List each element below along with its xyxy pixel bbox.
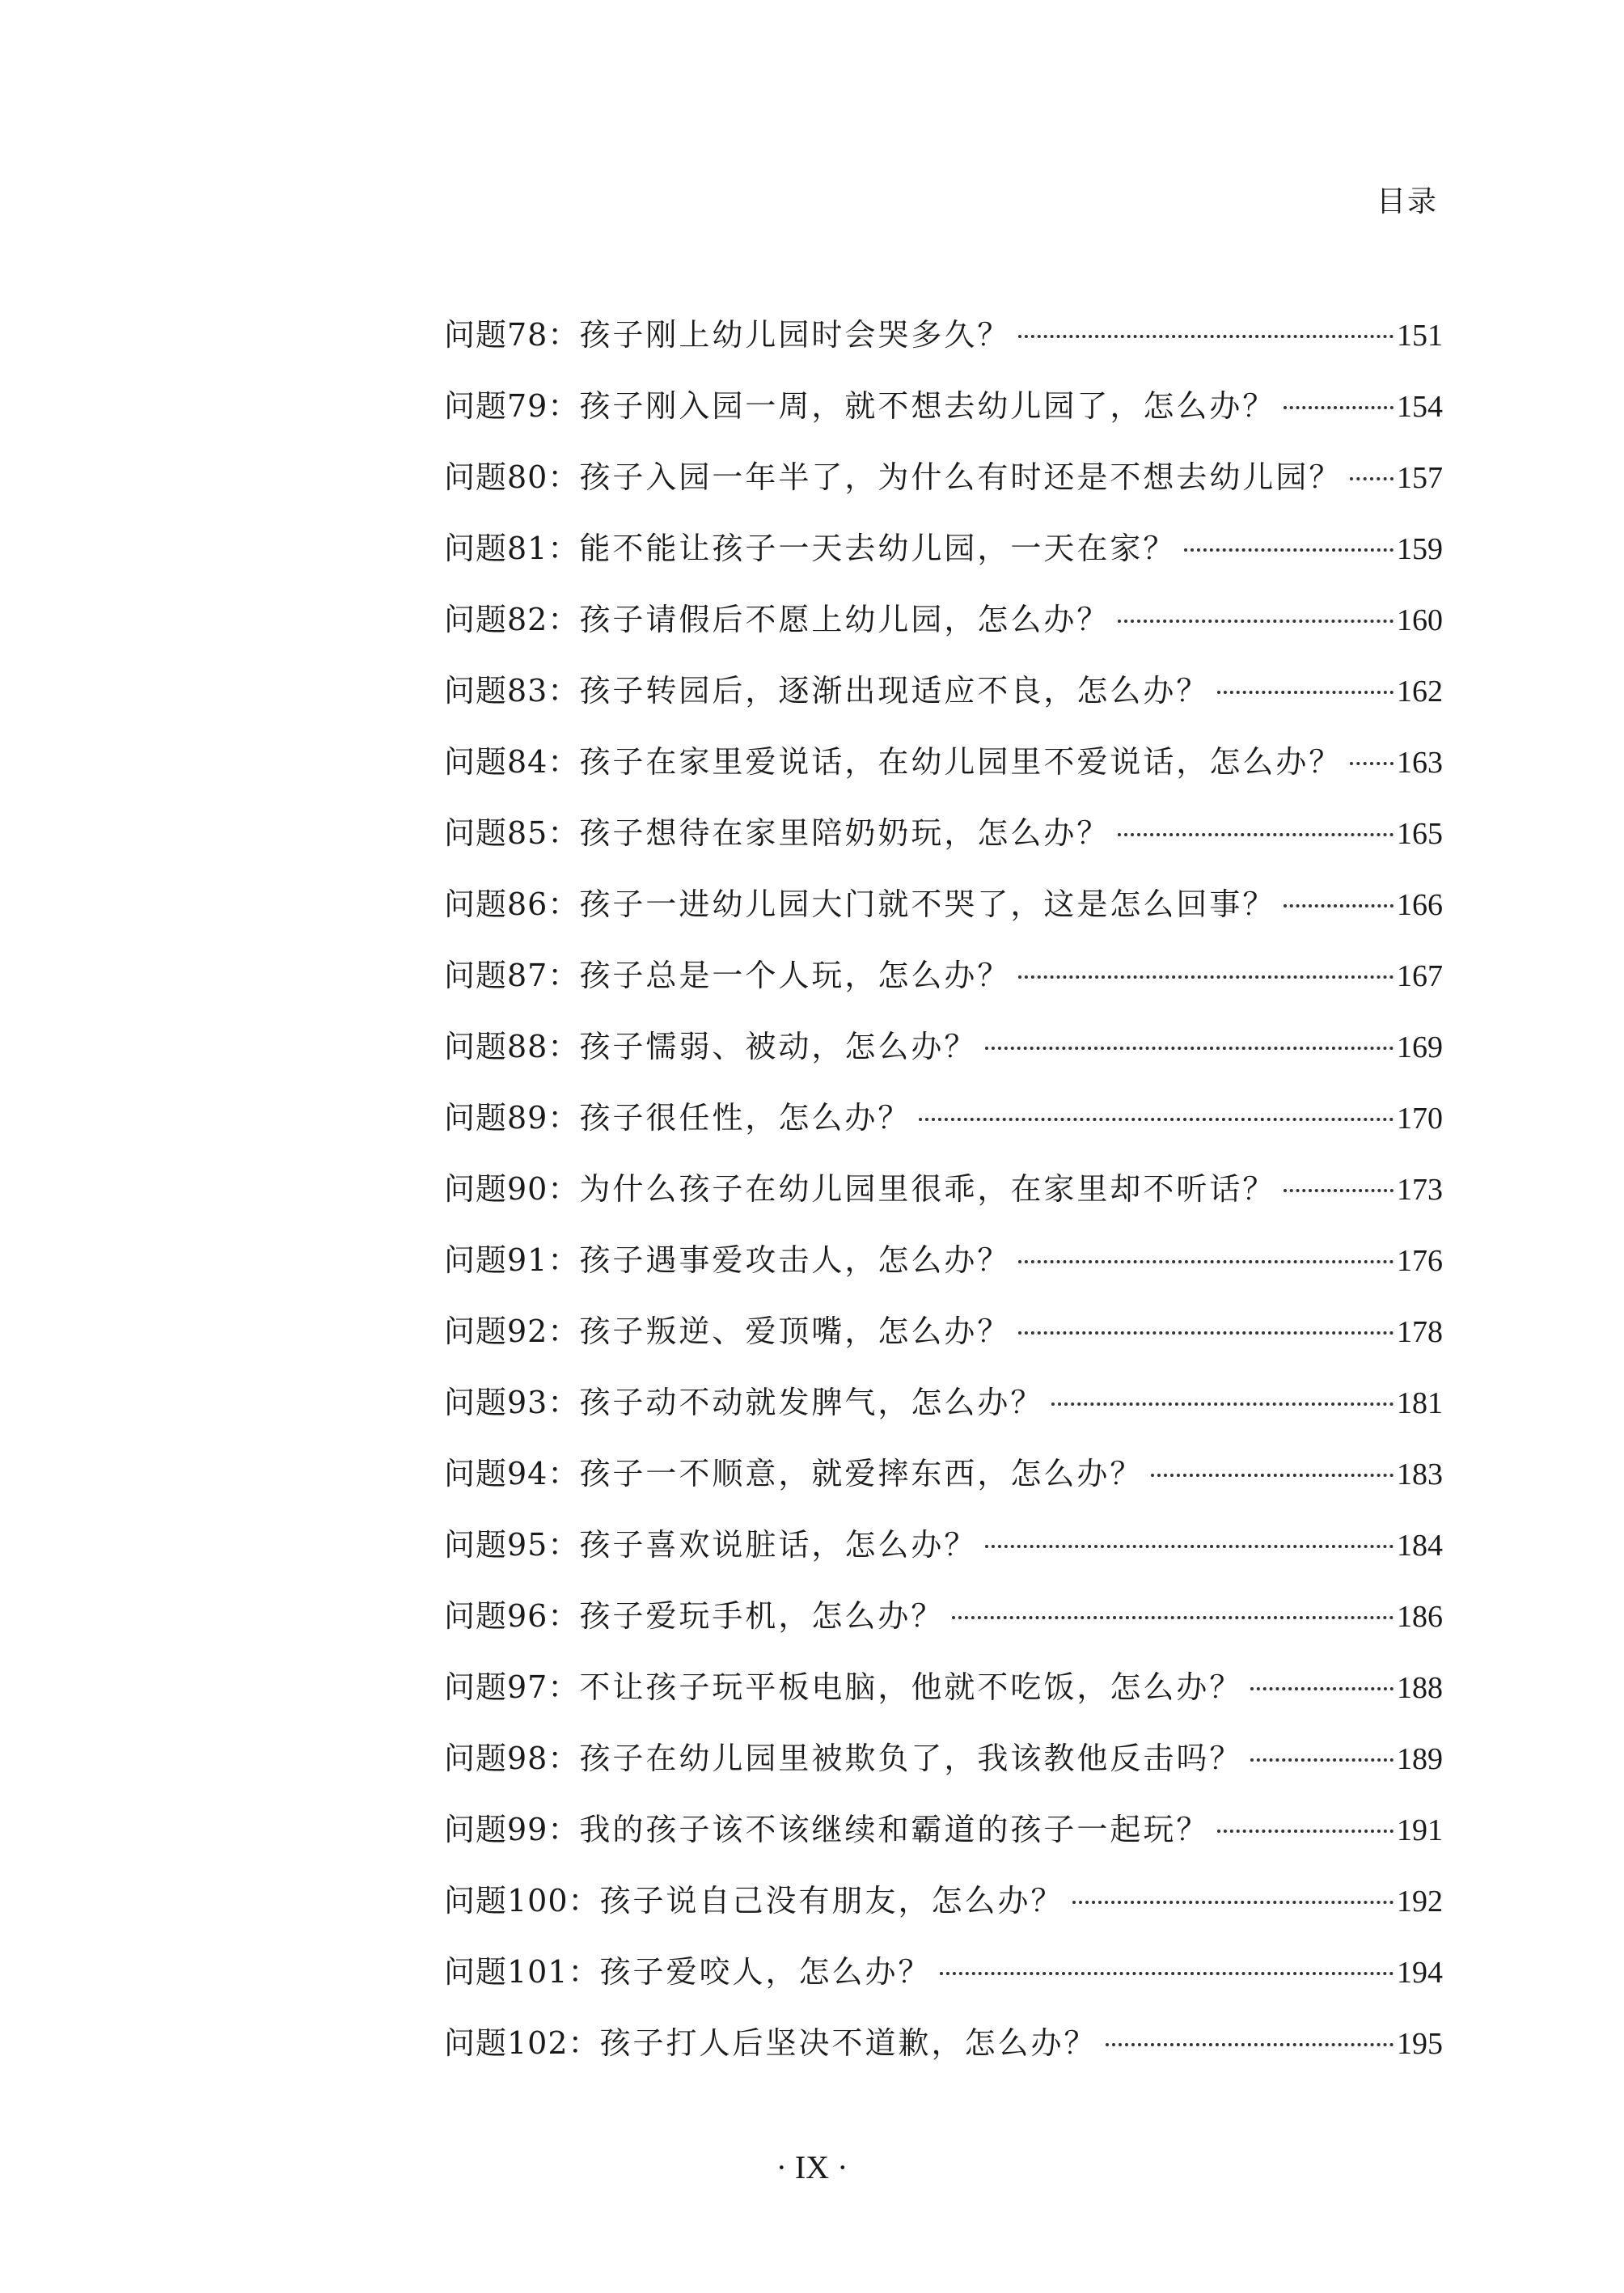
toc-entry[interactable] [444,1458,1443,1529]
toc-entry-page: 165 [1397,817,1443,851]
toc-entry[interactable] [444,744,1443,818]
toc-dot-leader [985,1047,1394,1050]
toc-entry[interactable] [444,1743,1443,1814]
toc-entry-title: 孩子在幼儿园里被欺负了，我该教他反击吗？ [579,1741,1243,1776]
toc-dot-leader [940,1972,1394,1975]
toc-entry-number: 问题99： [444,1812,580,1847]
toc-dot-leader [1217,1830,1394,1833]
toc-entry[interactable] [444,533,1443,604]
toc-entry-number: 问题85： [444,815,580,851]
toc-entry[interactable] [444,1598,1443,1672]
toc-entry-title: 孩子动不动就发脾气，怎么办？ [579,1385,1044,1420]
toc-entry-number: 问题101： [444,1954,600,1990]
toc-entry-number: 问题102： [444,2025,600,2061]
toc-entry-title: 孩子叛逆、爱顶嘴，怎么办？ [579,1314,1011,1349]
toc-dot-leader [1284,1189,1394,1192]
toc-entry-page: 170 [1397,1102,1443,1136]
toc-dot-leader [1072,1901,1394,1904]
toc-dot-leader [1118,620,1394,623]
toc-dot-leader [1350,762,1394,765]
toc-dot-leader [985,1545,1394,1548]
toc-entry-title: 不让孩子玩平板电脑，他就不吃饭，怎么办？ [579,1669,1243,1705]
toc-dot-leader [1284,904,1394,907]
toc-entry-title: 孩子喜欢说脏话，怎么办？ [579,1527,978,1563]
toc-entry[interactable] [444,675,1443,747]
toc-entry-title: 孩子很任性，怎么办？ [579,1100,911,1136]
toc-entry-page: 189 [1397,1742,1443,1776]
toc-dot-leader [1217,691,1394,694]
toc-entry[interactable] [444,2025,1443,2099]
toc-entry[interactable] [444,1529,1443,1601]
toc-entry-page: 159 [1397,532,1443,566]
toc-entry-page: 166 [1397,888,1443,922]
toc-dot-leader [952,1616,1394,1619]
toc-entry[interactable] [444,1031,1443,1102]
toc-entry[interactable] [444,1316,1443,1387]
toc-entry[interactable] [444,604,1443,675]
toc-entry-number: 问题97： [444,1669,580,1705]
toc-entry-title: 孩子在家里爱说话，在幼儿园里不爱说话，怎么办？ [579,744,1343,780]
toc-entry-title: 孩子说自己没有朋友，怎么办？ [599,1883,1064,1919]
toc-dot-leader [1018,1331,1394,1335]
toc-entry-title: 孩子请假后不愿上幼儿园，怎么办？ [579,602,1110,637]
toc-entry-page: 195 [1397,2027,1443,2061]
toc-entry[interactable] [444,1102,1443,1174]
toc-entry[interactable] [444,388,1443,462]
toc-entry-number: 问题84： [444,744,580,780]
toc-entry-page: 178 [1397,1315,1443,1349]
toc-entry-title: 孩子遇事爱攻击人，怎么办？ [579,1242,1011,1278]
toc-entry-page: 160 [1397,603,1443,637]
toc-entry-number: 问题92： [444,1314,580,1349]
toc-entry-number: 问题100： [444,1883,600,1919]
toc-entry-number: 问题90： [444,1171,580,1207]
toc-entry-number: 问题78： [444,317,580,353]
toc-dot-leader [1051,1402,1394,1406]
running-head: 目录 [1376,185,1438,218]
toc-entry-title: 孩子爱咬人，怎么办？ [599,1954,932,1990]
toc-entry-page: 157 [1397,461,1443,495]
toc-entry-title: 孩子一进幼儿园大门就不哭了，这是怎么回事？ [579,886,1276,922]
toc-entry-title: 孩子刚上幼儿园时会哭多久？ [579,317,1011,353]
toc-entry-number: 问题98： [444,1741,580,1776]
toc-entry-page: 176 [1397,1244,1443,1278]
toc-entry[interactable] [444,1814,1443,1885]
toc-entry-number: 问题96： [444,1598,580,1634]
toc-entry-number: 问题79： [444,388,580,424]
toc-dot-leader [1018,335,1394,338]
toc-entry-page: 191 [1397,1813,1443,1847]
toc-dot-leader [1018,1260,1394,1263]
toc-entry-page: 194 [1397,1956,1443,1990]
toc-entry-page: 169 [1397,1030,1443,1064]
toc-entry-page: 192 [1397,1885,1443,1919]
toc-dot-leader [919,1118,1394,1121]
toc-entry-page: 167 [1397,959,1443,993]
toc-entry[interactable] [444,1954,1443,2028]
toc-entry-title: 孩子转园后，逐渐出现适应不良，怎么办？ [579,673,1210,709]
toc-entry-title: 孩子想待在家里陪奶奶玩，怎么办？ [579,815,1110,851]
toc-entry-page: 151 [1397,319,1443,353]
toc-entry-number: 问题80： [444,459,580,495]
toc-entry-number: 问题81： [444,531,580,566]
toc-dot-leader [1250,1758,1394,1762]
toc-entry[interactable] [444,1669,1443,1743]
toc-entry-page: 162 [1397,675,1443,709]
toc-entry-page: 186 [1397,1600,1443,1634]
toc-entry[interactable] [444,960,1443,1031]
toc-entry-number: 问题82： [444,602,580,637]
toc-entry-number: 问题86： [444,886,580,922]
toc-entry[interactable] [444,459,1443,533]
toc-entry-title: 孩子爱玩手机，怎么办？ [579,1598,945,1634]
toc-entry-title: 孩子打人后坚决不道歉，怎么办？ [599,2025,1097,2061]
toc-entry[interactable] [444,886,1443,960]
toc-entry-number: 问题87： [444,958,580,993]
toc-dot-leader [1018,975,1394,979]
toc-entry-number: 问题95： [444,1527,580,1563]
toc-dot-leader [1184,548,1394,552]
toc-entry-title: 我的孩子该不该继续和霸道的孩子一起玩？ [579,1812,1210,1847]
toc-entry-page: 163 [1397,746,1443,780]
toc-entry-title: 孩子刚入园一周，就不想去幼儿园了，怎么办？ [579,388,1276,424]
toc-entry-title: 孩子一不顺意，就爱摔东西，怎么办？ [579,1456,1144,1491]
toc-entry[interactable] [444,815,1443,889]
toc-entry-page: 154 [1397,390,1443,424]
toc-entry-page: 173 [1397,1173,1443,1207]
toc-entry-page: 181 [1397,1386,1443,1420]
toc-dot-leader [1284,406,1394,409]
toc-dot-leader [1118,833,1394,836]
toc-entry-page: 184 [1397,1529,1443,1563]
toc-dot-leader [1350,477,1394,480]
toc-entry-title: 孩子入园一年半了，为什么有时还是不想去幼儿园？ [579,459,1343,495]
toc-entry[interactable] [444,1242,1443,1316]
toc-entry-number: 问题94： [444,1456,580,1491]
toc-entry-number: 问题88： [444,1029,580,1064]
table-of-contents [444,319,1443,2099]
toc-entry-title: 能不能让孩子一天去幼儿园，一天在家？ [579,531,1177,566]
toc-entry[interactable] [444,319,1443,391]
toc-entry-title: 孩子总是一个人玩，怎么办？ [579,958,1011,993]
toc-entry-page: 183 [1397,1457,1443,1491]
toc-dot-leader [1106,2043,1394,2046]
toc-dot-leader [1250,1687,1394,1690]
toc-entry-title: 孩子懦弱、被动，怎么办？ [579,1029,978,1064]
toc-entry-number: 问题83： [444,673,580,709]
toc-entry-number: 问题89： [444,1100,580,1136]
toc-entry-number: 问题93： [444,1385,580,1420]
toc-entry[interactable] [444,1387,1443,1458]
toc-entry-number: 问题91： [444,1242,580,1278]
toc-entry-page: 188 [1397,1671,1443,1705]
toc-dot-leader [1151,1474,1394,1477]
toc-entry-title: 为什么孩子在幼儿园里很乖，在家里却不听话？ [579,1171,1276,1207]
toc-entry[interactable] [444,1885,1443,1957]
toc-entry[interactable] [444,1171,1443,1245]
page-folio: · IX · [776,2149,848,2185]
